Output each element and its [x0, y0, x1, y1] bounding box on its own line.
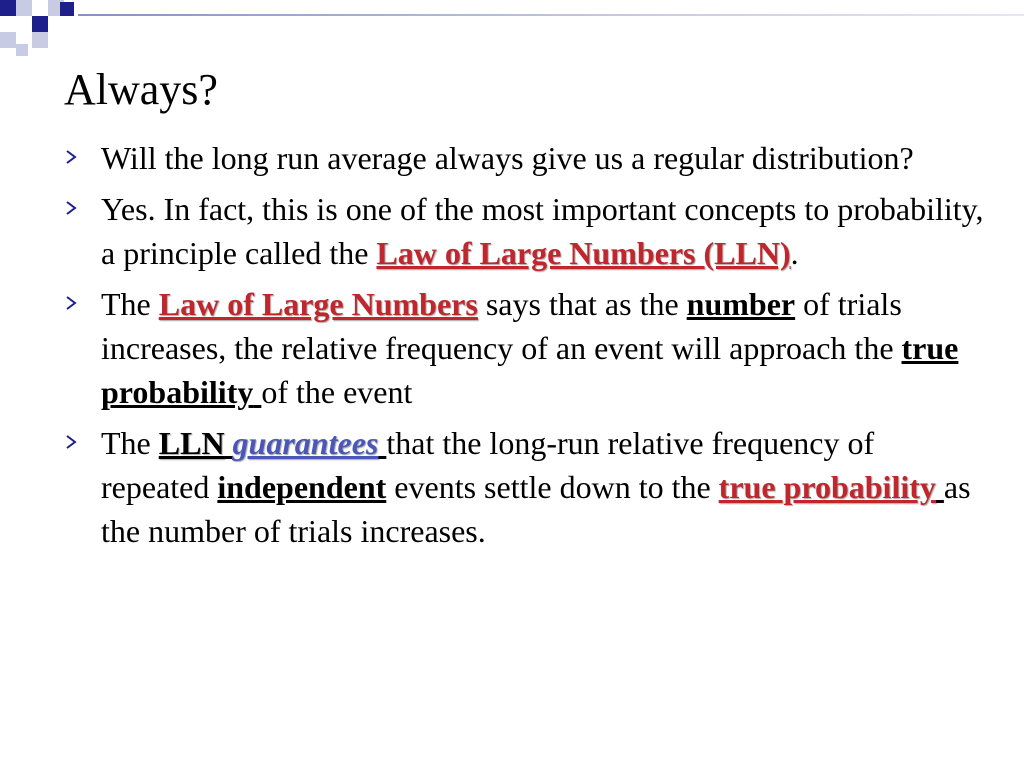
bullet-text: says that as the	[477, 286, 687, 322]
bullet-text: Will the long run average always give us a regular distribution?	[101, 140, 914, 176]
bullet-text: The	[101, 286, 159, 322]
arrow-bullet-icon	[64, 295, 78, 311]
bullet-text: .	[790, 235, 799, 271]
underlined-space	[936, 469, 944, 505]
corner-square-light-5	[16, 44, 28, 56]
keyword-true-probability: true probability	[101, 330, 959, 410]
bullet-text: of trials increases, the relative frequency of an event will approach the	[101, 286, 902, 366]
corner-square-light-4	[32, 32, 48, 48]
corner-square-navy-1	[0, 0, 16, 16]
underlined-space	[225, 425, 233, 461]
bullet-list	[64, 136, 984, 560]
bullet-text: of the event	[261, 374, 413, 410]
keyword-true-probability: true probability	[718, 469, 936, 505]
keyword-law-of-large-numbers-lln: Law of Large Numbers (LLN)	[376, 235, 791, 271]
slide-title: Always?	[64, 65, 218, 114]
bullet-item	[64, 187, 984, 275]
keyword-number: number	[686, 286, 796, 322]
keyword-lln: LLN	[158, 425, 225, 461]
bullet-text: that the long-run relative frequency of repeated	[101, 425, 875, 505]
keyword-independent: independent	[217, 469, 387, 505]
top-rule	[78, 14, 1024, 16]
bullet-text: The	[101, 425, 159, 461]
bullet-item	[64, 136, 984, 180]
bullet-text: Yes. In fact, this is one of the most important concepts to probability, a principle called the	[101, 191, 984, 271]
corner-square-light-3	[0, 32, 16, 48]
arrow-bullet-icon	[64, 200, 78, 216]
corner-square-navy-2	[32, 16, 48, 32]
corner-square-light-1	[16, 0, 32, 16]
bullet-item	[64, 421, 984, 553]
bullet-text: events settle down to the	[386, 469, 719, 505]
bullet-text: as the number of trials increases.	[101, 469, 971, 549]
corner-square-navy-3	[60, 2, 74, 16]
keyword-law-of-large-numbers: Law of Large Numbers	[158, 286, 478, 322]
bullet-item	[64, 282, 984, 414]
arrow-bullet-icon	[64, 434, 78, 450]
arrow-bullet-icon	[64, 149, 78, 165]
keyword-guarantees: guarantees	[232, 425, 379, 461]
